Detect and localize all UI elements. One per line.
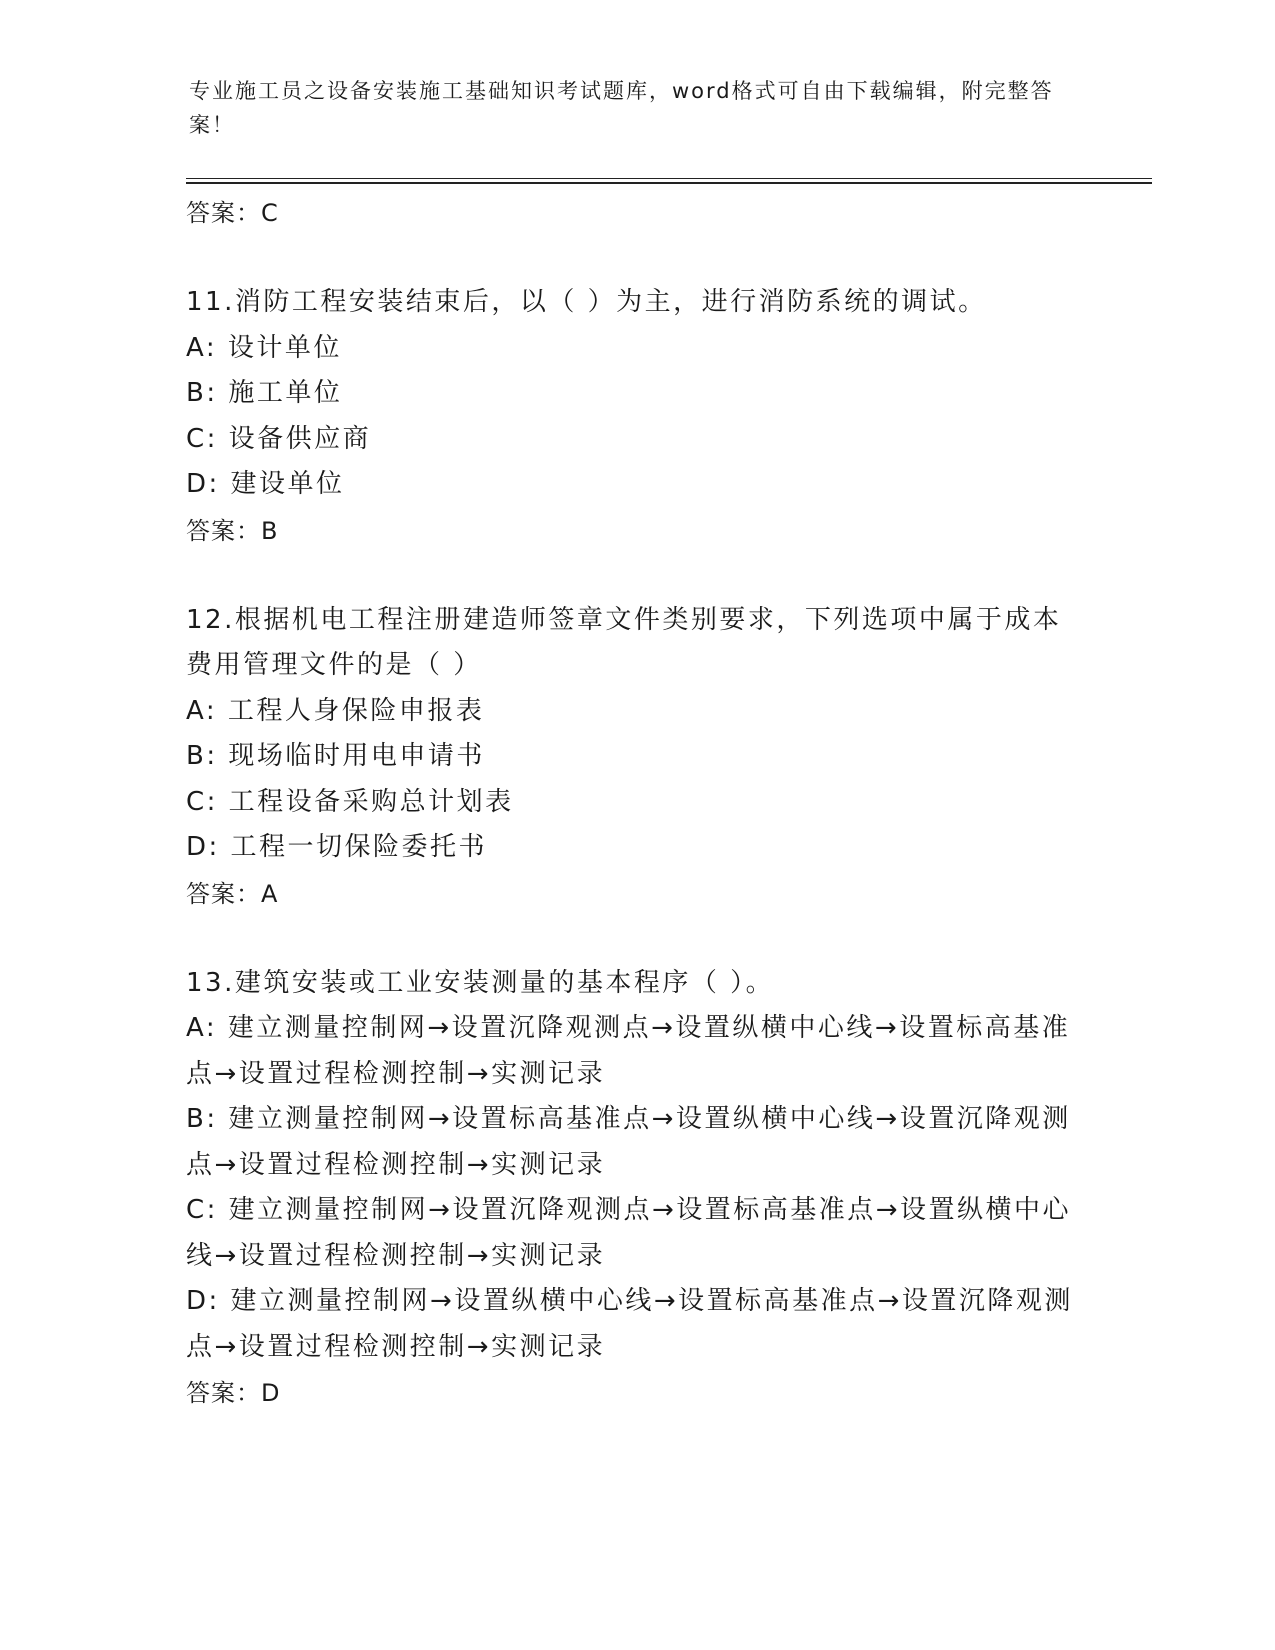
question-13 xyxy=(186,961,1086,1417)
question-stem: 13.建筑安装或工业安装测量的基本程序（ ）。 xyxy=(186,967,775,998)
question-answer: 答案：B xyxy=(186,516,279,545)
option-a: A: 设计单位 xyxy=(186,332,342,363)
previous-answer: 答案：C xyxy=(186,199,279,227)
option-b: B: 现场临时用电申请书 xyxy=(186,741,485,771)
option-b: B: 施工单位 xyxy=(186,378,343,408)
question-list xyxy=(186,190,1086,1416)
question-stem: 12.根据机电工程注册建造师签章文件类别要求，下列选项中属于成本费用管理文件的是（ ） xyxy=(186,604,1062,680)
header-divider-thin xyxy=(186,178,1152,179)
option-b: B: 建立测量控制网→设置标高基准点→设置纵横中心线→设置沉降观测点→设置过程检测控制→实测记录 xyxy=(186,1104,1071,1180)
header-divider-thick xyxy=(186,182,1152,184)
option-d: D: 工程一切保险委托书 xyxy=(186,832,488,862)
document-header-note: 专业施工员之设备安装施工基础知识考试题库，word格式可自由下载编辑，附完整答案！ xyxy=(189,79,1054,137)
option-c: C: 设备供应商 xyxy=(186,423,372,454)
question-answer: 答案：D xyxy=(186,1379,281,1407)
option-d: D: 建立测量控制网→设置纵横中心线→设置标高基准点→设置沉降观测点→设置过程检测控制→实测记录 xyxy=(186,1286,1073,1362)
option-c: C: 建立测量控制网→设置沉降观测点→设置标高基准点→设置纵横中心线→设置过程检测控制→实测记录 xyxy=(186,1195,1072,1271)
option-a: A: 工程人身保险申报表 xyxy=(186,695,485,726)
option-c: C: 工程设备采购总计划表 xyxy=(186,786,514,817)
option-a: A: 建立测量控制网→设置沉降观测点→设置纵横中心线→设置标高基准点→设置过程检测控制→实测记录 xyxy=(186,1013,1071,1089)
question-11 xyxy=(186,280,1086,554)
question-stem: 11.消防工程安装结束后，以（ ）为主，进行消防系统的调试。 xyxy=(186,287,987,317)
question-answer: 答案：A xyxy=(186,879,279,908)
option-d: D: 建设单位 xyxy=(186,469,345,499)
question-12 xyxy=(186,598,1086,917)
